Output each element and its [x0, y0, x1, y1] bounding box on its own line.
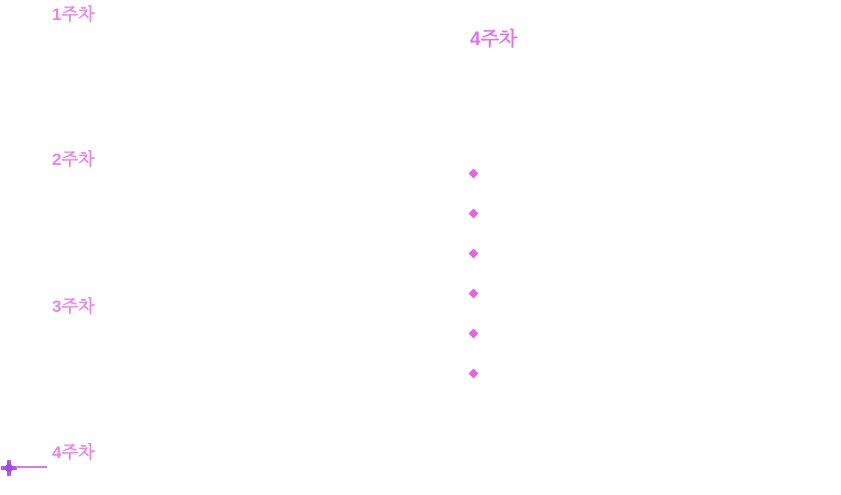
week-label-3[interactable]: 3주차 — [52, 297, 95, 316]
week-label-4[interactable]: 4주차 — [52, 443, 95, 462]
week-label-2[interactable]: 2주차 — [52, 150, 95, 169]
diamond-bullet-icon — [469, 249, 479, 259]
diamond-bullet-icon — [469, 369, 479, 379]
section-title-week4[interactable]: 4주차 — [470, 29, 518, 50]
diamond-bullet-icon — [469, 169, 479, 179]
diamond-bullet-icon — [469, 329, 479, 339]
horizontal-rule — [16, 466, 47, 468]
diamond-bullet-icon — [469, 209, 479, 219]
diamond-bullet-icon — [469, 289, 479, 299]
move-handle-center-dot — [5, 464, 13, 472]
week-label-1[interactable]: 1주차 — [52, 5, 95, 24]
move-handle-icon[interactable] — [0, 459, 18, 477]
